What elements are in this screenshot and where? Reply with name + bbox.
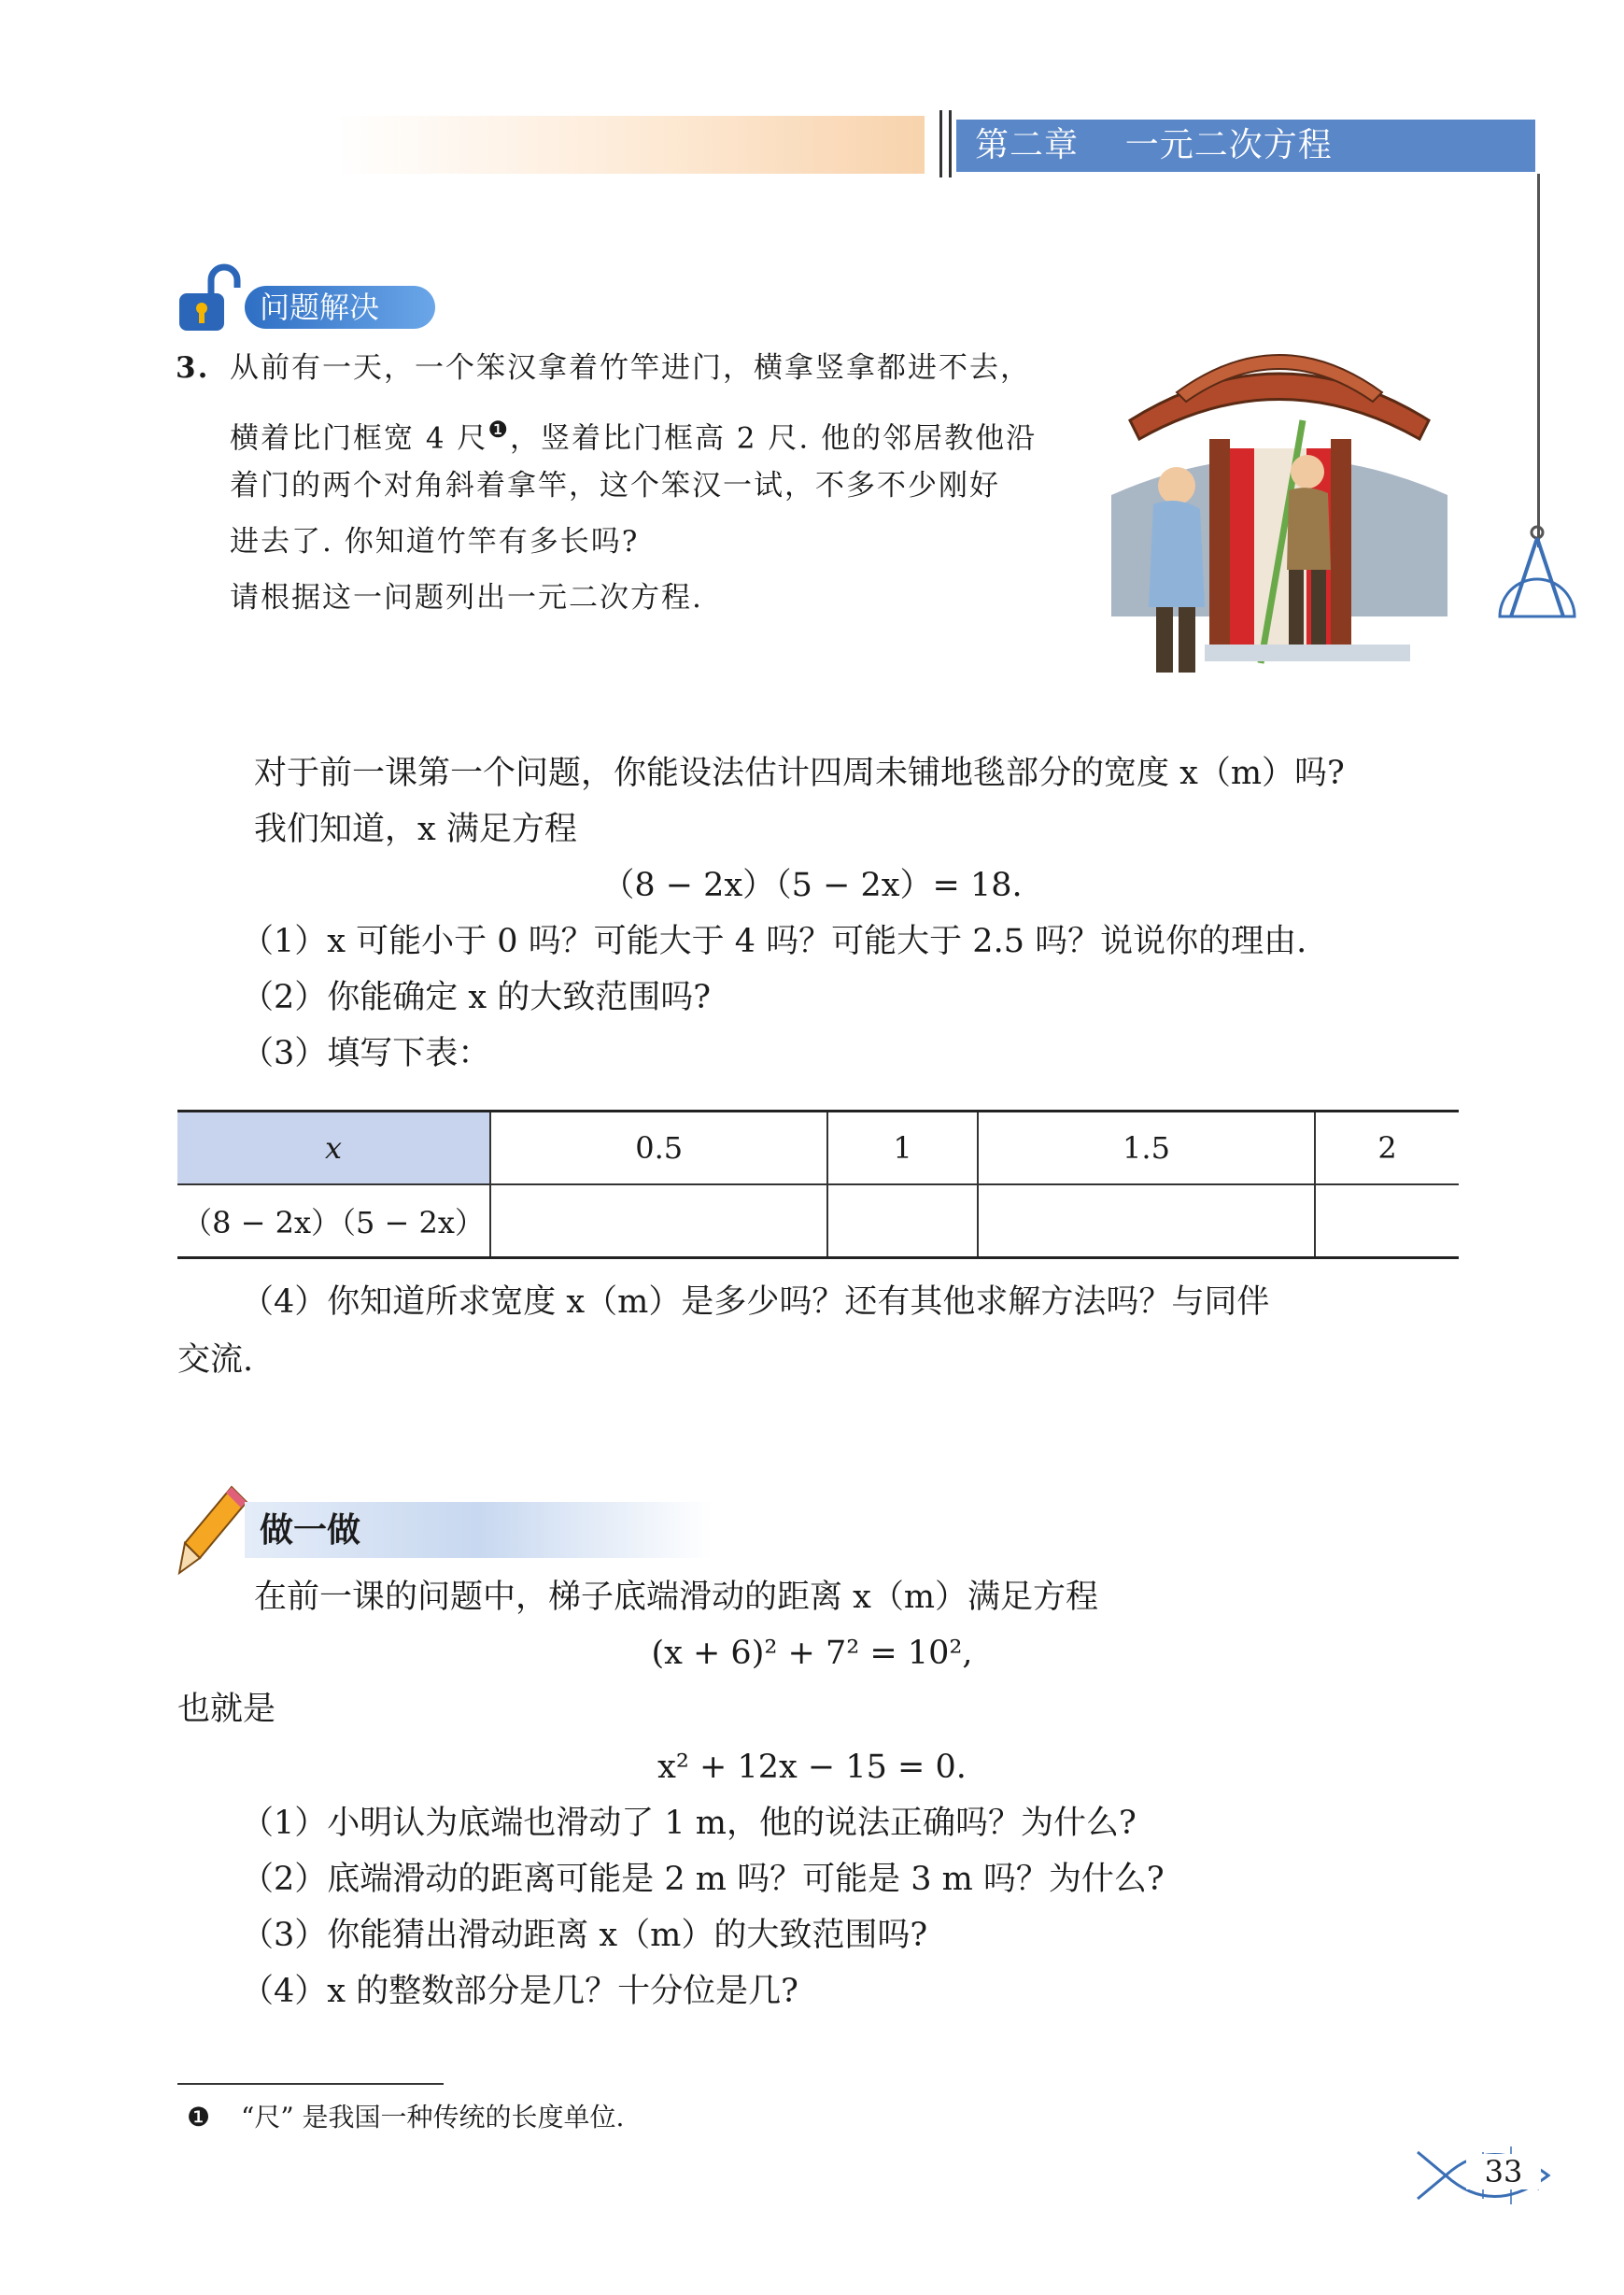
question: （1）小明认为底端也滑动了 1 m，他的说法正确吗？为什么? — [241, 1805, 1137, 1842]
chapter-header — [956, 120, 1535, 172]
footnote-ref[interactable]: ❶ — [487, 417, 510, 443]
problem-line: 进去了. 你知道竹竿有多长吗? — [230, 525, 640, 559]
chapter-number: 第二章 — [975, 126, 1080, 164]
equation: （8 − 2x）（5 − 2x）= 18. — [601, 867, 1023, 904]
question: （3）填写下表： — [241, 1035, 491, 1072]
problem-line-part: ，竖着比门框高 2 尺. 他的邻居教他沿 — [509, 421, 1038, 456]
table-cell-blank[interactable] — [1315, 1184, 1459, 1258]
pencil-icon — [176, 1483, 250, 1577]
page-number: 33 — [1466, 2154, 1541, 2189]
equation: (x + 6)² + 7² = 10², — [651, 1635, 973, 1672]
problem-line: 从前有一天，一个笨汉拿着竹竿进门，横拿竖拿都进不去， — [230, 351, 1031, 385]
header-gradient — [336, 116, 925, 174]
paragraph: 我们知道，x 满足方程 — [254, 811, 577, 848]
footnote-text: “尺” 是我国一种传统的长度单位. — [241, 2102, 625, 2132]
header-divider — [939, 110, 942, 177]
table-row-label: （8 − 2x）（5 − 2x） — [177, 1184, 490, 1258]
problem-line: 请根据这一问题列出一元二次方程. — [230, 581, 703, 615]
table-header-cell: 1 — [827, 1112, 977, 1185]
problem-line-part: 横着比门框宽 4 尺 — [230, 421, 488, 456]
equation: x² + 12x − 15 = 0. — [657, 1749, 967, 1786]
table-row — [177, 1184, 1459, 1258]
table-header-cell: 2 — [1315, 1112, 1459, 1185]
question: （4）x 的整数部分是几？十分位是几? — [241, 1973, 798, 2010]
table-header-cell: 1.5 — [978, 1112, 1315, 1185]
compass-icon — [1490, 523, 1584, 626]
question: （2）你能确定 x 的大致范围吗? — [241, 979, 712, 1016]
table-cell-blank[interactable] — [978, 1184, 1315, 1258]
section-title: 做一做 — [260, 1511, 361, 1550]
problem-line: 着门的两个对角斜着拿竿，这个笨汉一试，不多不少刚好 — [230, 469, 1000, 503]
problem-number: 3. — [176, 351, 210, 385]
side-rule — [1537, 174, 1540, 547]
question: （2）底端滑动的距离可能是 2 m 吗？可能是 3 m 吗？为什么? — [241, 1861, 1165, 1898]
table-header-cell: x — [177, 1112, 490, 1185]
question-continued: 交流. — [177, 1341, 254, 1379]
problem-badge: 问题解决 — [245, 286, 435, 329]
footnote-marker: ❶ — [187, 2102, 211, 2132]
question: （3）你能猜出滑动距离 x（m）的大致范围吗? — [241, 1917, 928, 1954]
footnote-rule — [177, 2083, 444, 2085]
gate-illustration — [1111, 308, 1447, 691]
paragraph: 在前一课的问题中，梯子底端滑动的距离 x（m）满足方程 — [254, 1579, 1099, 1616]
footnote — [187, 2099, 624, 2136]
question: （4）你知道所求宽度 x（m）是多少吗？还有其他求解方法吗？与同伴 — [241, 1283, 1270, 1321]
paragraph: 也就是 — [177, 1691, 276, 1728]
paragraph: 对于前一课第一个问题，你能设法估计四周未铺地毯部分的宽度 x（m）吗? — [254, 755, 1345, 792]
table-cell-blank[interactable] — [490, 1184, 827, 1258]
chapter-title: 一元二次方程 — [1124, 126, 1333, 164]
unlock-icon — [176, 263, 250, 334]
fill-in-table — [177, 1110, 1459, 1259]
table-cell-blank[interactable] — [827, 1184, 977, 1258]
header-divider — [949, 110, 952, 177]
table-row — [177, 1112, 1459, 1185]
table-header-cell: 0.5 — [490, 1112, 827, 1185]
question: （1）x 可能小于 0 吗？可能大于 4 吗？可能大于 2.5 吗？说说你的理由. — [241, 923, 1307, 960]
problem-line — [230, 402, 1037, 466]
